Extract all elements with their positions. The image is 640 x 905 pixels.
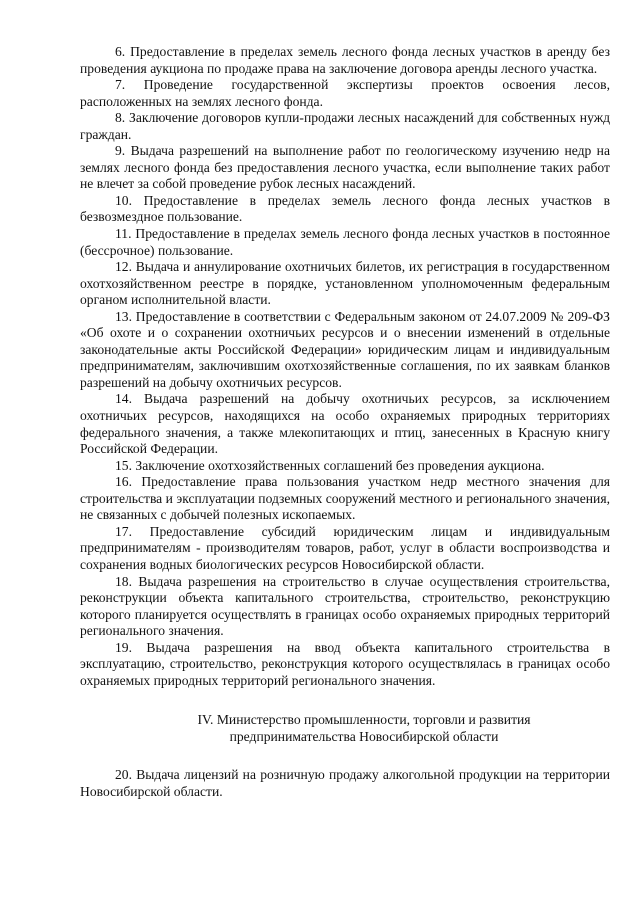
list-item-20: 20. Выдача лицензий на розничную продажу алкогольной продукции на территории Новосибирской области. [80,767,610,799]
list-item-7: 7. Проведение государственной экспертизы проектов освоения лесов, расположенных на землях лесного фонда. [80,77,610,109]
list-item-13: 13. Предоставление в соответствии с Федеральным законом от 24.07.2009 № 209-ФЗ «Об охоте и о сохранении охотничьих ресурсов и о внесении изменений в отдельные законодательные акты Российской Федерации» юридическим лицам и индивидуальным предпринимателям, заключившим охотхозяйственные соглашения, по их заявкам бланков разрешений на добычу охотничьих ресурсов. [80,308,610,390]
list-item-17: 17. Предоставление субсидий юридическим лицам и индивидуальным предпринимателям - производителям товаров, работ, услуг в области воспроизводства и сохранения водных биологических ресурсов Новосибирской области. [80,523,610,572]
list-item-6: 6. Предоставление в пределах земель лесного фонда лесных участков в аренду без проведения аукциона по продаже права на заключение договора аренды лесного участка. [80,44,610,76]
list-item-12: 12. Выдача и аннулирование охотничьих билетов, их регистрация в государственном охотхозяйственном реестре в порядке, установленном уполномоченным федеральным органом исполнительной власти. [80,259,610,308]
list-item-18: 18. Выдача разрешения на строительство в случае осуществления строительства, реконструкции объекта капитального строительства, строительство, реконструкцию которого планируется осуществлять в границах особо охраняемых природных территорий регионального значения. [80,573,610,639]
list-item-8: 8. Заключение договоров купли-продажи лесных насаждений для собственных нужд граждан. [80,110,610,142]
section-heading [80,712,610,745]
section-heading-line-1: IV. Министерство промышленности, торговли и развития [197,712,531,728]
list-item-9: 9. Выдача разрешений на выполнение работ по геологическому изучению недр на землях лесного фонда без предоставления лесного участка, если выполнение таких работ не влечет за собой проведение рубок лесных насаждений. [80,143,610,192]
list-item-19: 19. Выдача разрешения на ввод объекта капитального строительства в эксплуатацию, строительство, реконструкция которого осуществлялась в границах особо охраняемых природных территорий регионального значения. [80,639,610,688]
list-item-11: 11. Предоставление в пределах земель лесного фонда лесных участков в постоянное (бессрочное) пользование. [80,226,610,258]
list-item-14: 14. Выдача разрешений на добычу охотничьих ресурсов, за исключением охотничьих ресурсов, находящихся на особо охраняемых природных территориях федерального значения, а также млекопитающих и птиц, занесенных в Красную книгу Российской Федерации. [80,391,610,457]
section-heading-line-2: предпринимательства Новосибирской области [229,728,499,744]
list-item-10: 10. Предоставление в пределах земель лесного фонда лесных участков в безвозмездное пользование. [80,192,610,225]
document-page [80,44,610,801]
list-item-16: 16. Предоставление права пользования участком недр местного значения для строительства и эксплуатации подземных сооружений местного и регионального значения, не связанных с добычей полезных ископаемых. [80,474,610,523]
list-item-15: 15. Заключение охотхозяйственных соглашений без проведения аукциона. [115,457,545,473]
